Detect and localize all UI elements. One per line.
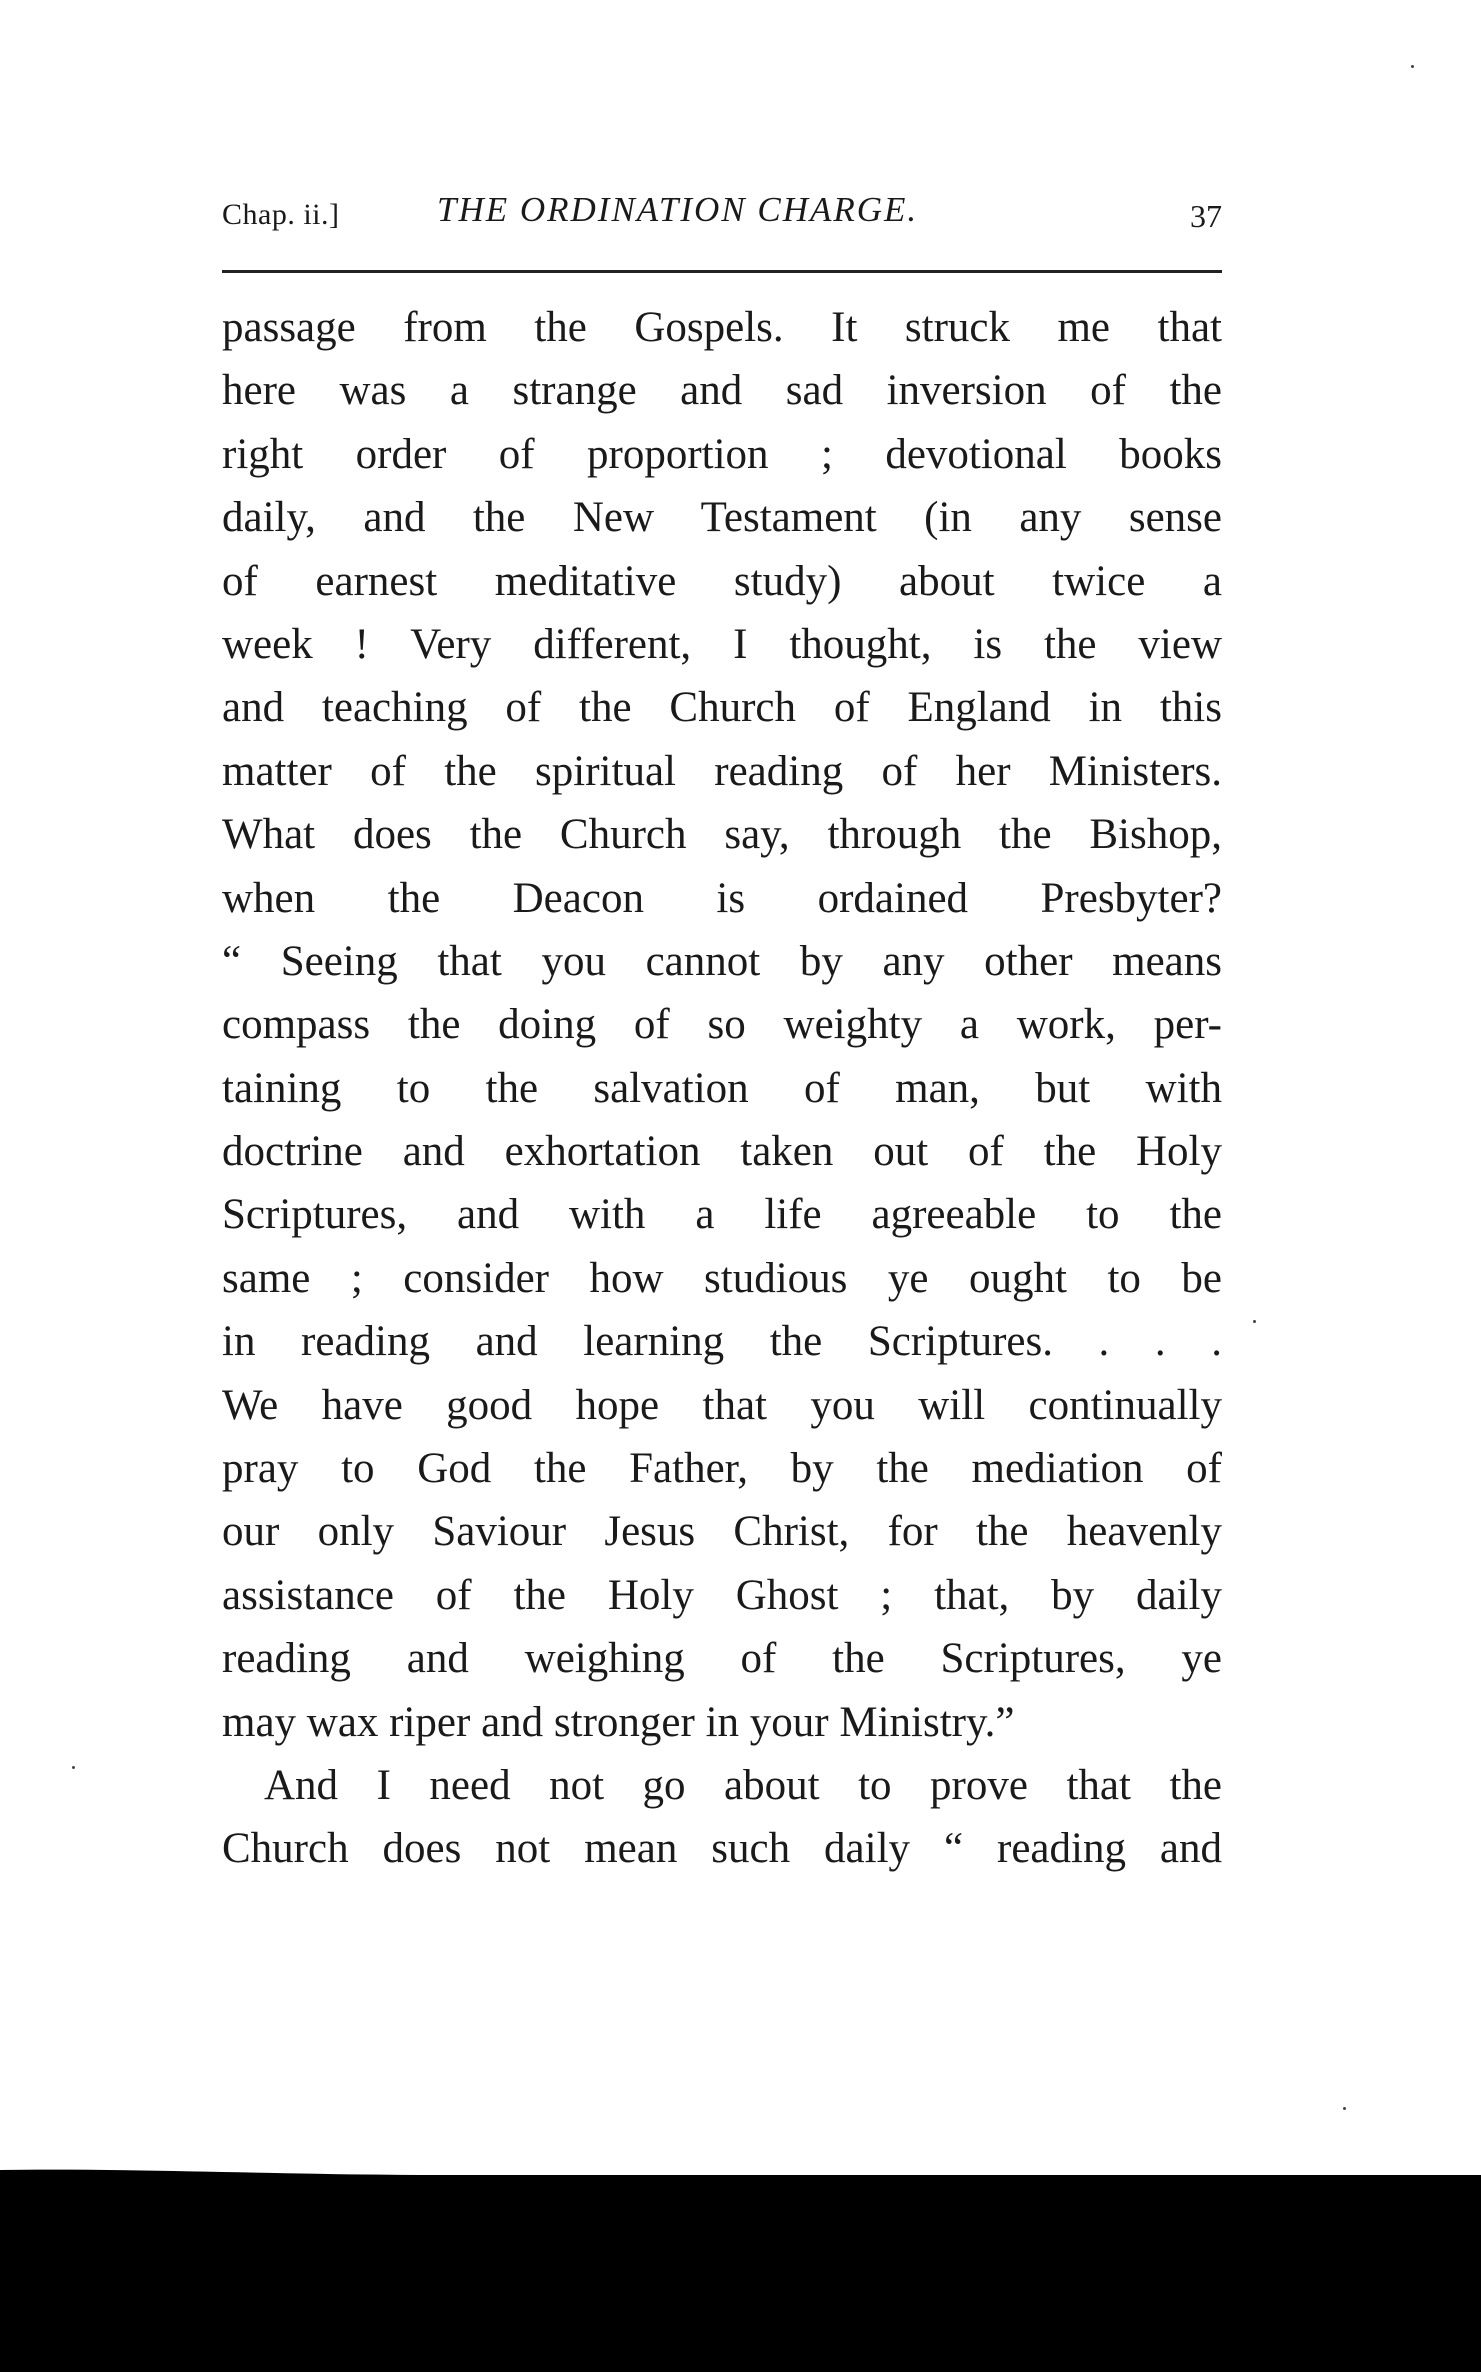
text-line: in reading and learning the Scriptures. . . . (222, 1318, 1222, 1366)
scan-speck (1411, 65, 1414, 68)
text-line: Scriptures, and with a life agreeable to the (222, 1191, 1222, 1239)
text-line: compass the doing of so weighty a work, per- (222, 1001, 1222, 1049)
scan-speck (1253, 1320, 1256, 1323)
text-line: right order of proportion ; devotional books (222, 430, 1222, 478)
scan-speck (72, 1766, 75, 1769)
header-rule (222, 270, 1222, 273)
text-line: same ; consider how studious ye ought to be (222, 1254, 1222, 1302)
scan-black-band (0, 2175, 1481, 2372)
text-line: doctrine and exhortation taken out of the Holy (222, 1128, 1222, 1176)
text-line: may wax riper and stronger in your Ministry.” (222, 1698, 1015, 1746)
page-number: 37 (1190, 198, 1222, 234)
text-line: and teaching of the Church of England in this (222, 684, 1222, 732)
text-line: when the Deacon is ordained Presbyter? (222, 874, 1222, 922)
text-line: passage from the Gospels. It struck me that (222, 304, 1222, 351)
running-title: THE ORDINATION CHARGE. (437, 190, 919, 229)
text-line: We have good hope that you will continually (222, 1381, 1222, 1429)
body-text (222, 296, 1222, 1881)
text-line: of earnest meditative study) about twice a (222, 557, 1222, 605)
chapter-reference: Chap. ii.] (222, 198, 340, 231)
paragraph-start-line: And I need not go about to prove that the (264, 1761, 1222, 1809)
text-line: “ Seeing that you cannot by any other means (222, 937, 1222, 985)
running-head (222, 190, 1222, 246)
text-line: taining to the salvation of man, but with (222, 1064, 1222, 1112)
text-line: daily, and the New Testament (in any sense (222, 494, 1222, 542)
text-line: matter of the spiritual reading of her Ministers. (222, 747, 1222, 795)
scan-speck (1343, 2107, 1346, 2110)
text-line: pray to God the Father, by the mediation of (222, 1445, 1222, 1493)
text-line: here was a strange and sad inversion of the (222, 367, 1222, 415)
text-line: Church does not mean such daily “ reading and (222, 1825, 1222, 1873)
text-line: week ! Very different, I thought, is the view (222, 620, 1222, 668)
text-line: reading and weighing of the Scriptures, ye (222, 1635, 1222, 1683)
text-line: our only Saviour Jesus Christ, for the heavenly (222, 1508, 1222, 1556)
text-line: assistance of the Holy Ghost ; that, by daily (222, 1571, 1222, 1619)
text-line: What does the Church say, through the Bishop, (222, 811, 1222, 859)
